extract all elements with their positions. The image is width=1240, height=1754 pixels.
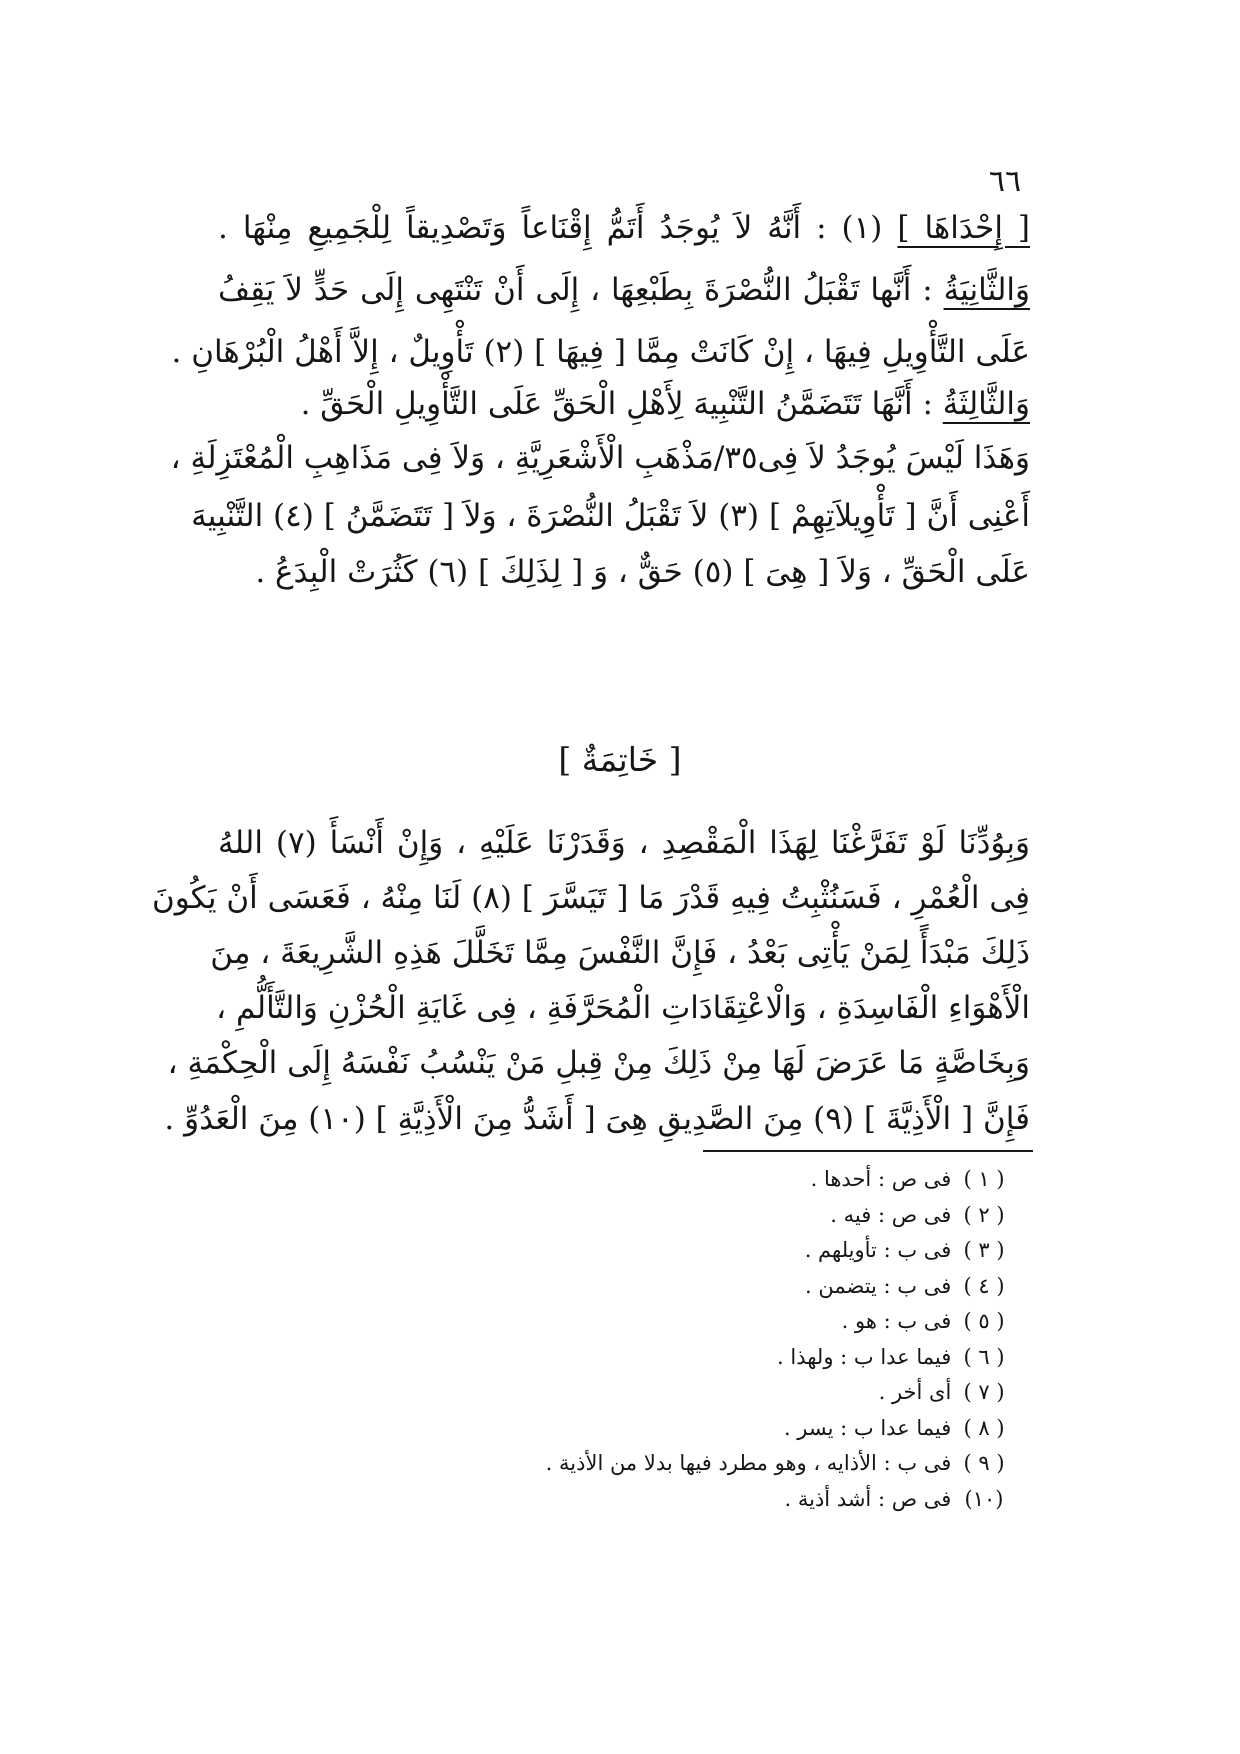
footnote-number: (١٠) — [964, 1486, 1004, 1511]
footnote — [420, 1304, 1010, 1340]
closing-line-5: وَبِخَاصَّةٍ مَا عَرَضَ لَهَا مِنْ ذَلِكَ مِنْ قِبلِ مَنْ يَنْسُبُ نَفْسَهُ إِلَى الْحِكْمَةِ ، — [167, 1045, 1030, 1081]
footnote-text: فيما عدا ب : يسر . — [783, 1415, 952, 1440]
footnote-text: فى ص : فيه . — [830, 1202, 952, 1227]
body-line-2 — [218, 264, 1030, 316]
footnote-number: ( ٣ ) — [963, 1238, 1005, 1262]
underlined-term: وَالثَّالِثَةُ — [942, 386, 1030, 422]
footnote — [420, 1446, 1010, 1482]
body-line-6: أَعْنِى أَنَّ [ تَأْوِيلاَتِهِمْ ] (٣) لاَ تَقْبَلُ النُّصْرَةَ ، وَلاَ [ تَتَضَمَّنُ ] (٤) التَّنْبِيهَ — [191, 498, 1030, 534]
footnote-number: ( ١ ) — [963, 1167, 1005, 1191]
closing-line-2: فِى الْعُمْرِ ، فَسَنُثْبِتُ فِيهِ قَدْرَ مَا [ تَيَسَّرَ ] (٨) لَنَا مِنْهُ ، فَعَسَى أَنْ يَكُونَ — [151, 880, 1030, 916]
body-line-3: عَلَى التَّأْوِيلِ فِيهَا ، إِنْ كَانَتْ مِمَّا [ فِيهَا ] (٢) تَأْوِيلٌ ، إِلاَّ أَهْلُ الْبُرْهَانِ . — [171, 334, 1030, 370]
footnote-text: فيما عدا ب : ولهذا . — [777, 1344, 952, 1369]
page-number: ٦٦ — [988, 164, 1022, 199]
footnote-number: ( ٧ ) — [963, 1380, 1005, 1404]
footnote — [420, 1340, 1010, 1376]
footnote — [420, 1269, 1010, 1305]
line-rest: (١) : أَنَّهُ لاَ يُوجَدُ أَتَمُّ إِقْنَاعاً وَتَصْدِيقاً لِلْجَمِيعِ مِنْهَا . — [218, 210, 898, 246]
footnote-text: أى أخر . — [878, 1380, 952, 1404]
footnote — [420, 1375, 1010, 1411]
footnote — [420, 1233, 1010, 1269]
footnote-number: ( ٤ ) — [963, 1273, 1005, 1298]
closing-line-4: الْأَهْوَاءِ الْفَاسِدَةِ ، وَالْاعْتِقَادَاتِ الْمُحَرَّفَةِ ، فِى غَايَةِ الْحُزْنِ وَالتَّأَلُّمِ ، — [216, 990, 1030, 1026]
underlined-term: وَالثَّانِيَةُ — [943, 272, 1030, 308]
footnote-separator — [703, 1150, 1033, 1152]
line-rest: : أَنَّها تَقْبَلُ النُّصْرَةَ بِطَبْعِهَا ، إِلَى أَنْ تَنْتَهِى إِلَى حَدٍّ لاَ يَقِفُ — [218, 272, 944, 308]
footnote-text: فى ب : تأويلهم . — [804, 1238, 952, 1262]
closing-line-1: وَبِوُدِّنَا لَوْ تَفَرَّغْنَا لِهَذَا الْمَقْصِدِ ، وَقَدَرْنَا عَلَيْهِ ، وَإِنْ أَنْسَأَ (٧) اللهُ — [218, 825, 1031, 861]
footnote-text: فى ص : أحدها . — [810, 1167, 952, 1191]
body-line-1 — [218, 202, 1030, 254]
closing-line-3: ذَلِكَ مَبْدَأً لِمَنْ يَأْتِى بَعْدُ ، فَإِنَّ النَّفْسَ مِمَّا تَخَلَّلَ هَذِهِ الشَّرِيعَةَ ، مِنَ — [210, 935, 1030, 971]
section-heading: [ خَاتِمَةٌ ] — [558, 740, 682, 779]
footnote-number: ( ٢ ) — [963, 1202, 1005, 1227]
footnote-text: فى ب : يتضمن . — [805, 1273, 952, 1298]
footnote-number: ( ٨ ) — [963, 1415, 1005, 1440]
body-line-4 — [218, 378, 1030, 430]
footnote-number: ( ٩ ) — [963, 1451, 1005, 1475]
footnote-number: ( ٦ ) — [963, 1344, 1005, 1369]
body-line-5: وَهَذَا لَيْسَ يُوجَدُ لاَ فِى٣٥/مَذْهَبِ الْأَشْعَرِيَّةِ ، وَلاَ فِى مَذَاهِبِ الْمُعْتَزِلَةِ ، — [170, 440, 1030, 476]
footnote-text: فى ب : هو . — [841, 1309, 952, 1333]
footnote — [420, 1198, 1010, 1234]
footnote-text: فى ب : الأذايه ، وهو مطرد فيها بدلا من الأذية . — [545, 1451, 952, 1475]
footnote-number: ( ٥ ) — [963, 1309, 1005, 1333]
body-line-7: عَلَى الْحَقِّ ، وَلاَ [ هِىَ ] (٥) حَقٌّ ، وَ [ لِذَلِكَ ] (٦) كَثُرَتْ الْبِدَعُ . — [255, 554, 1030, 590]
footnote — [420, 1482, 1010, 1518]
footnote — [420, 1162, 1010, 1198]
closing-line-6: فَإِنَّ [ الْأَذِيَّةَ ] (٩) مِنَ الصَّدِيقِ هِىَ [ أَشَدُّ مِنَ الْأَذِيَّةِ ] (١٠) مِنَ الْعَدُوِّ . — [164, 1101, 1030, 1137]
underlined-term: [ إِحْدَاهَا ] — [897, 210, 1031, 246]
footnote-text: فى ص : أشد أذية . — [784, 1486, 952, 1511]
footnotes — [420, 1162, 1010, 1517]
footnote — [420, 1411, 1010, 1447]
line-rest: : أَنَّهَا تَتَضَمَّنُ التَّنْبِيهَ لِأَهْلِ الْحَقِّ عَلَى التَّأْوِيلِ الْحَقِّ . — [300, 386, 943, 422]
